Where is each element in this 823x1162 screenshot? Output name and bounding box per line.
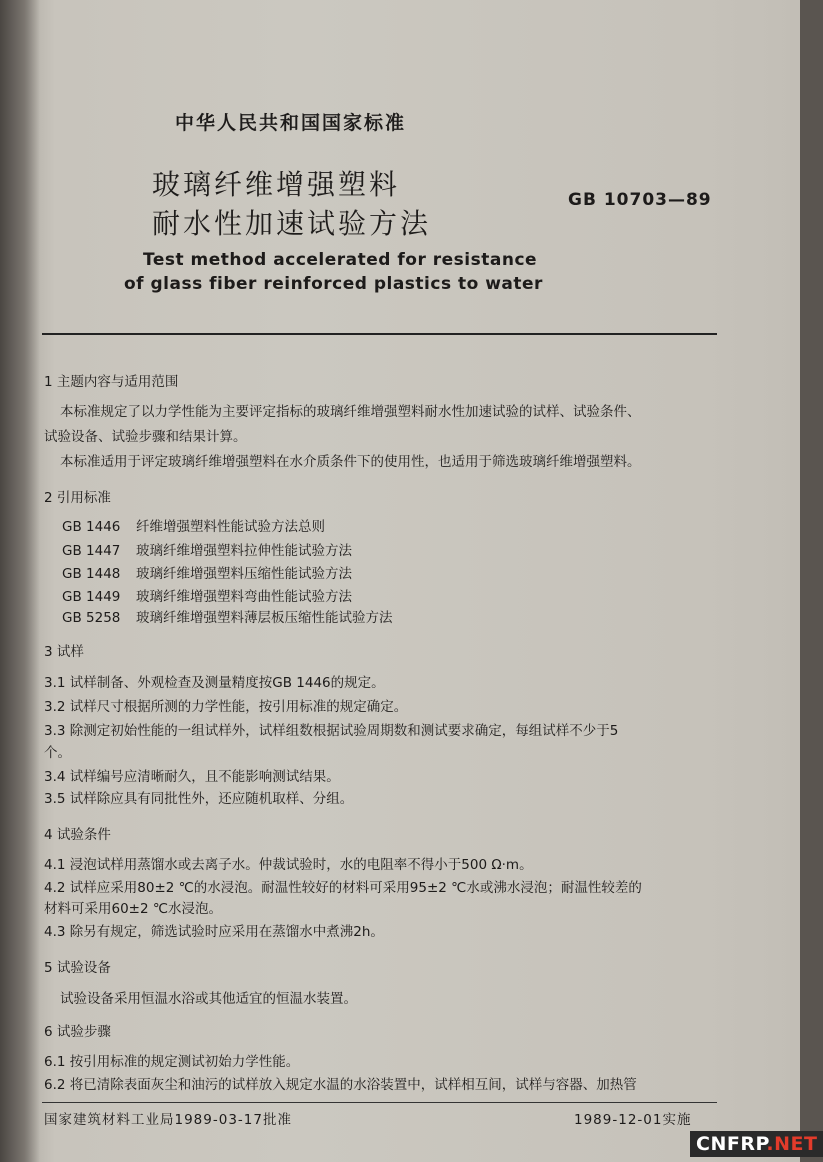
reference-item bbox=[62, 539, 352, 559]
title-zh-line2: 耐水性加速试验方法 bbox=[152, 207, 432, 240]
title-zh-line1: 玻璃纤维增强塑料 bbox=[152, 168, 401, 201]
clause-4-2-line1: 4.2 试样应采用80±2 ℃的水浸泡。耐温性较好的材料可采用95±2 ℃水或沸水浸泡；耐温性较差的 bbox=[44, 880, 642, 896]
reference-code: GB 5258 bbox=[62, 610, 121, 626]
book-spine-shadow bbox=[0, 0, 40, 1162]
clause-4-1: 4.1 浸泡试样用蒸馏水或去离子水。仲裁试验时，水的电阻率不得小于500 Ω·m。 bbox=[44, 857, 533, 873]
clause-4-2-line2: 材料可采用60±2 ℃水浸泡。 bbox=[44, 901, 223, 917]
reference-item bbox=[62, 606, 393, 626]
clause-6-2: 6.2 将已清除表面灰尘和油污的试样放入规定水温的水浴装置中，试样相互间，试样与容器、加热管 bbox=[44, 1077, 637, 1093]
reference-code: GB 1449 bbox=[62, 589, 121, 605]
approval-date: 国家建筑材料工业局1989-03-17批准 bbox=[44, 1112, 292, 1128]
header-divider bbox=[42, 333, 717, 335]
reference-title: 纤维增强塑料性能试验方法总则 bbox=[136, 519, 325, 535]
clause-3-3-line2: 个。 bbox=[44, 745, 71, 761]
watermark-prefix: CNFRP bbox=[696, 1133, 767, 1155]
section-1-para2: 本标准适用于评定玻璃纤维增强塑料在水介质条件下的使用性，也适用于筛选玻璃纤维增强塑料。 bbox=[60, 454, 641, 470]
reference-code: GB 1448 bbox=[62, 566, 121, 582]
section-4-heading: 4 试验条件 bbox=[44, 827, 111, 843]
title-en-line1: Test method accelerated for resistance bbox=[143, 250, 538, 270]
section-2-heading: 2 引用标准 bbox=[44, 490, 111, 506]
reference-code: GB 1447 bbox=[62, 543, 121, 559]
site-watermark bbox=[690, 1131, 823, 1157]
effective-date: 1989-12-01实施 bbox=[574, 1112, 692, 1128]
reference-title: 玻璃纤维增强塑料薄层板压缩性能试验方法 bbox=[136, 610, 393, 626]
section-6-heading: 6 试验步骤 bbox=[44, 1024, 111, 1040]
standard-number: GB 10703—89 bbox=[568, 190, 712, 210]
reference-title: 玻璃纤维增强塑料压缩性能试验方法 bbox=[136, 566, 352, 582]
national-standard-label: 中华人民共和国国家标准 bbox=[175, 112, 407, 134]
clause-4-3: 4.3 除另有规定，筛选试验时应采用在蒸馏水中煮沸2h。 bbox=[44, 924, 384, 940]
clause-3-3-line1: 3.3 除测定初始性能的一组试样外，试样组数根据试验周期数和测试要求确定，每组试样不少于5 bbox=[44, 723, 619, 739]
reference-title: 玻璃纤维增强塑料弯曲性能试验方法 bbox=[136, 589, 352, 605]
section-5-para: 试验设备采用恒温水浴或其他适宜的恒温水装置。 bbox=[60, 991, 357, 1007]
section-1-para1-line2: 试验设备、试验步骤和结果计算。 bbox=[44, 429, 247, 445]
section-3-heading: 3 试样 bbox=[44, 644, 84, 660]
section-1-para1-line1: 本标准规定了以力学性能为主要评定指标的玻璃纤维增强塑料耐水性加速试验的试样、试验条件、 bbox=[60, 404, 641, 420]
clause-3-5: 3.5 试样除应具有同批性外，还应随机取样、分组。 bbox=[44, 791, 354, 807]
reference-item bbox=[62, 562, 352, 582]
reference-code: GB 1446 bbox=[62, 519, 121, 535]
clause-3-2: 3.2 试样尺寸根据所测的力学性能，按引用标准的规定确定。 bbox=[44, 699, 408, 715]
title-en-line2: of glass fiber reinforced plastics to water bbox=[124, 274, 543, 294]
section-1-heading: 1 主题内容与适用范围 bbox=[44, 374, 179, 390]
reference-title: 玻璃纤维增强塑料拉伸性能试验方法 bbox=[136, 543, 352, 559]
reference-item bbox=[62, 515, 325, 535]
watermark-suffix: .NET bbox=[766, 1133, 818, 1155]
section-5-heading: 5 试验设备 bbox=[44, 960, 111, 976]
clause-3-4: 3.4 试样编号应清晰耐久，且不能影响测试结果。 bbox=[44, 769, 340, 785]
clause-6-1: 6.1 按引用标准的规定测试初始力学性能。 bbox=[44, 1054, 300, 1070]
clause-3-1: 3.1 试样制备、外观检查及测量精度按GB 1446的规定。 bbox=[44, 675, 385, 691]
reference-item bbox=[62, 585, 352, 605]
footer-divider bbox=[42, 1102, 717, 1103]
